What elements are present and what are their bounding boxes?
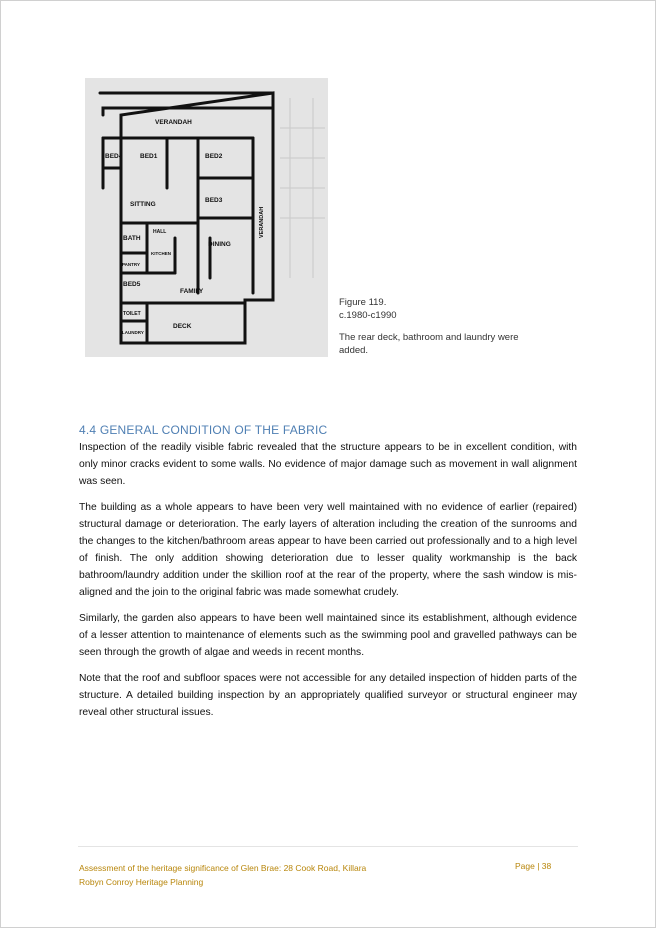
footer-page-number: Page | 38 — [515, 861, 552, 871]
floor-plan-sketch — [85, 78, 328, 357]
plan-label-dining: DINING — [208, 241, 231, 248]
footer-document-info — [79, 861, 366, 889]
plan-label-bed4: BED4 — [105, 153, 123, 160]
plan-label-verandah-top: VERANDAH — [155, 119, 192, 126]
footer-author: Robyn Conroy Heritage Planning — [79, 877, 204, 887]
plan-label-laundry: LAUNDRY — [122, 330, 144, 335]
plan-label-family: FAMILY — [180, 288, 204, 295]
plan-label-kitchen: KITCHEN — [151, 251, 171, 256]
plan-label-bed1: BED1 — [140, 153, 158, 160]
paragraph-3: Similarly, the garden also appears to have been well maintained since its establishment, although evidence of a lesser attention to maintenance of elements such as the swimming pool and gravelled pathways can be seen through the growth of algae and weeds in recent months. — [79, 613, 577, 658]
plan-label-bed5: BED5 — [123, 281, 141, 288]
figure-caption — [339, 296, 549, 357]
figure-caption-note: The rear deck, bathroom and laundry were added. — [339, 332, 519, 356]
footer-divider — [78, 846, 578, 847]
footer-title: Assessment of the heritage significance of Glen Brae: 28 Cook Road, Killara — [79, 863, 367, 873]
paragraph-4: Note that the roof and subfloor spaces were not accessible for any detailed inspection of hidden parts of the structure. A detailed building inspection by an appropriately qualified surveyor or structural engineer may reveal other structural issues. — [79, 673, 577, 718]
plan-label-sitting: SITTING — [130, 201, 156, 208]
figure-caption-label: Figure 119. — [339, 297, 387, 308]
floor-plan-figure — [85, 78, 328, 357]
plan-label-bed3: BED3 — [205, 197, 223, 204]
paragraph-1: Inspection of the readily visible fabric revealed that the structure appears to be in excellent condition, with only minor cracks evident to some walls. No evidence of major damage such as movement in wall alignment was seen. — [79, 442, 577, 487]
plan-label-toilet: TOILET — [123, 311, 141, 317]
section-body — [79, 439, 577, 730]
paragraph-2: The building as a whole appears to have been very well maintained with no evidence of earlier (repaired) structural damage or deterioration. The early layers of alteration including the creation of the sunrooms and the changes to the kitchen/bathroom areas appear to have been carried out professionally and to a high level of finish. The only addition showing deterioration due to lesser quality workmanship is the back bathroom/laundry addition under the skillion roof at the rear of the property, where the sash window is mis-aligned and the join to the original fabric was made somewhat crudely. — [79, 502, 577, 598]
plan-label-deck: DECK — [173, 323, 192, 330]
section-heading: 4.4 GENERAL CONDITION OF THE FABRIC — [79, 423, 328, 437]
plan-label-hall: HALL — [153, 229, 167, 235]
figure-caption-date: c.1980-c1990 — [339, 310, 397, 321]
plan-label-verandah-side: VERANDAH — [259, 206, 265, 238]
plan-label-bath: BATH — [123, 235, 141, 242]
plan-label-bed2: BED2 — [205, 153, 223, 160]
plan-label-pantry: PANTRY — [122, 262, 140, 267]
